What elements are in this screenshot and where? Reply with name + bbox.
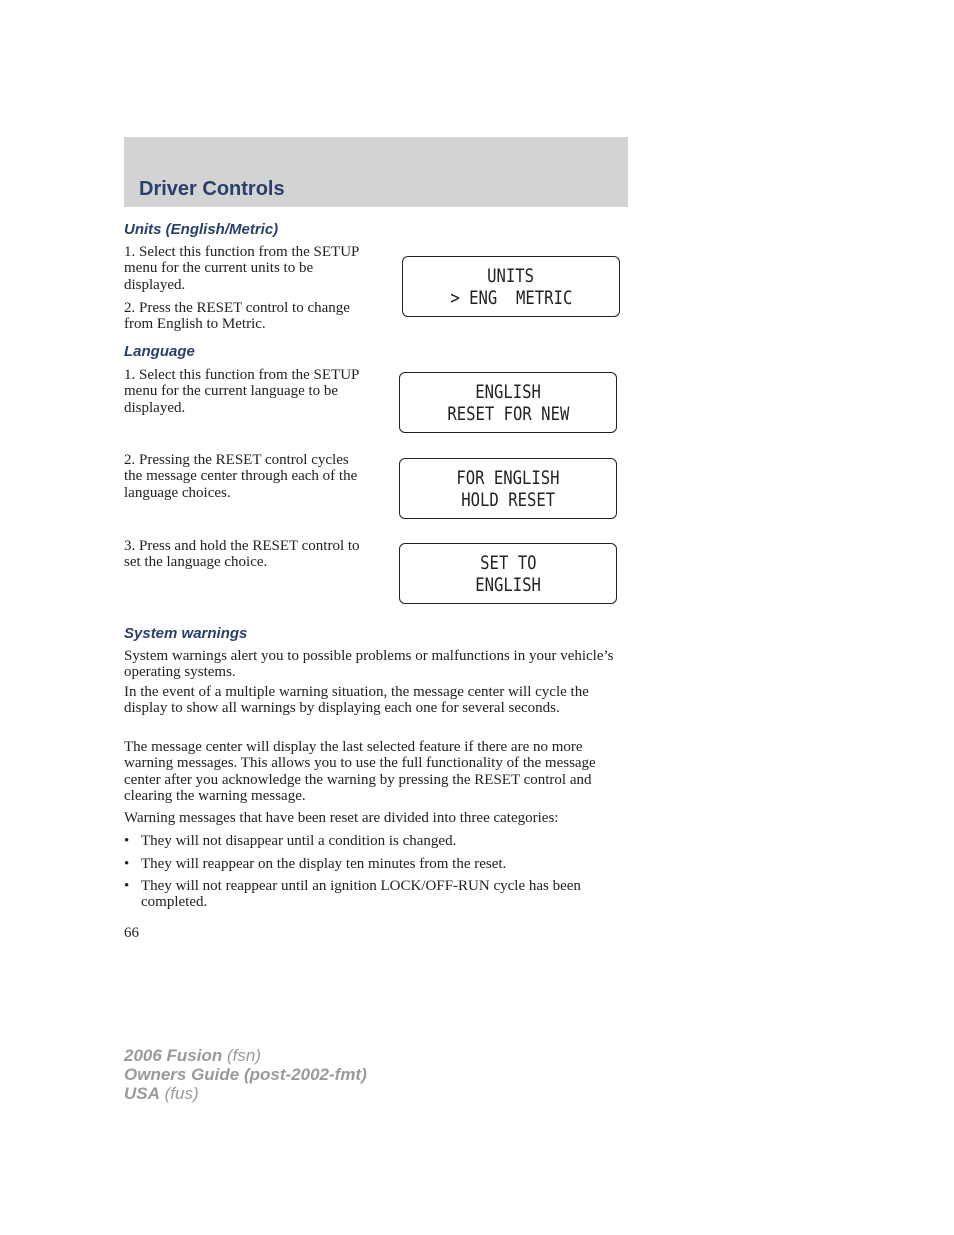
footer-model: 2006 Fusion — [124, 1046, 223, 1065]
language-display-3 — [399, 543, 617, 604]
footer-market: USA — [124, 1084, 160, 1103]
language-step-3: 3. Press and hold the RESET control to set the language choice. — [124, 538, 360, 571]
footer-market-code: (fus) — [164, 1084, 199, 1103]
units-display-line-2: > ENG METRIC — [450, 286, 572, 309]
list-item: • They will not disappear until a condition is changed. — [124, 833, 457, 849]
bullet-icon: • — [124, 833, 130, 849]
system-warnings-para-2: In the event of a multiple warning situation, the message center will cycle the display to show all warnings by displaying each one for several seconds. — [124, 684, 589, 717]
language-step-2: 2. Pressing the RESET control cycles the message center through each of the language choices. — [124, 452, 358, 501]
language-display-1-line-1: ENGLISH — [475, 380, 541, 403]
bullet-icon: • — [124, 856, 130, 872]
system-warnings-heading: System warnings — [124, 625, 248, 642]
units-step-1: 1. Select this function from the SETUP menu for the current units to be displayed. — [124, 244, 359, 293]
document-footer — [124, 1046, 367, 1103]
language-display-1-line-2: RESET FOR NEW — [447, 402, 569, 425]
language-display-3-line-1: SET TO — [479, 551, 537, 574]
list-item: • They will not reappear until an ignition LOCK/OFF-RUN cycle has been completed. — [124, 878, 581, 911]
list-item: • They will reappear on the display ten minutes from the reset. — [124, 856, 507, 872]
section-title: Driver Controls — [139, 178, 285, 200]
units-step-2: 2. Press the RESET control to change from English to Metric. — [124, 300, 350, 333]
system-warnings-para-3: The message center will display the last selected feature if there are no more warning messages. This allows you to use the full functionality of the message center after you acknowledge the warning by pressing the RESET control and clearing the warning message. — [124, 739, 596, 805]
language-display-1 — [399, 372, 617, 433]
system-warnings-para-4: Warning messages that have been reset are divided into three categories: — [124, 810, 559, 826]
units-heading: Units (English/Metric) — [124, 221, 279, 238]
language-step-1: 1. Select this function from the SETUP menu for the current language to be displayed. — [124, 367, 359, 416]
footer-guide: Owners Guide (post-2002-fmt) — [124, 1065, 367, 1084]
footer-model-code: (fsn) — [227, 1046, 261, 1065]
language-display-2 — [399, 458, 617, 519]
language-display-3-line-2: ENGLISH — [475, 573, 541, 596]
section-header-band — [124, 137, 628, 207]
bullet-icon: • — [124, 878, 130, 894]
system-warnings-para-1: System warnings alert you to possible problems or malfunctions in your vehicle’s operating systems. — [124, 648, 614, 681]
language-display-2-line-2: HOLD RESET — [461, 488, 555, 511]
language-display-2-line-1: FOR ENGLISH — [456, 466, 560, 489]
units-display-line-1: UNITS — [487, 264, 535, 287]
page-number: 66 — [124, 925, 139, 941]
language-heading: Language — [124, 343, 195, 360]
units-display — [402, 256, 620, 317]
